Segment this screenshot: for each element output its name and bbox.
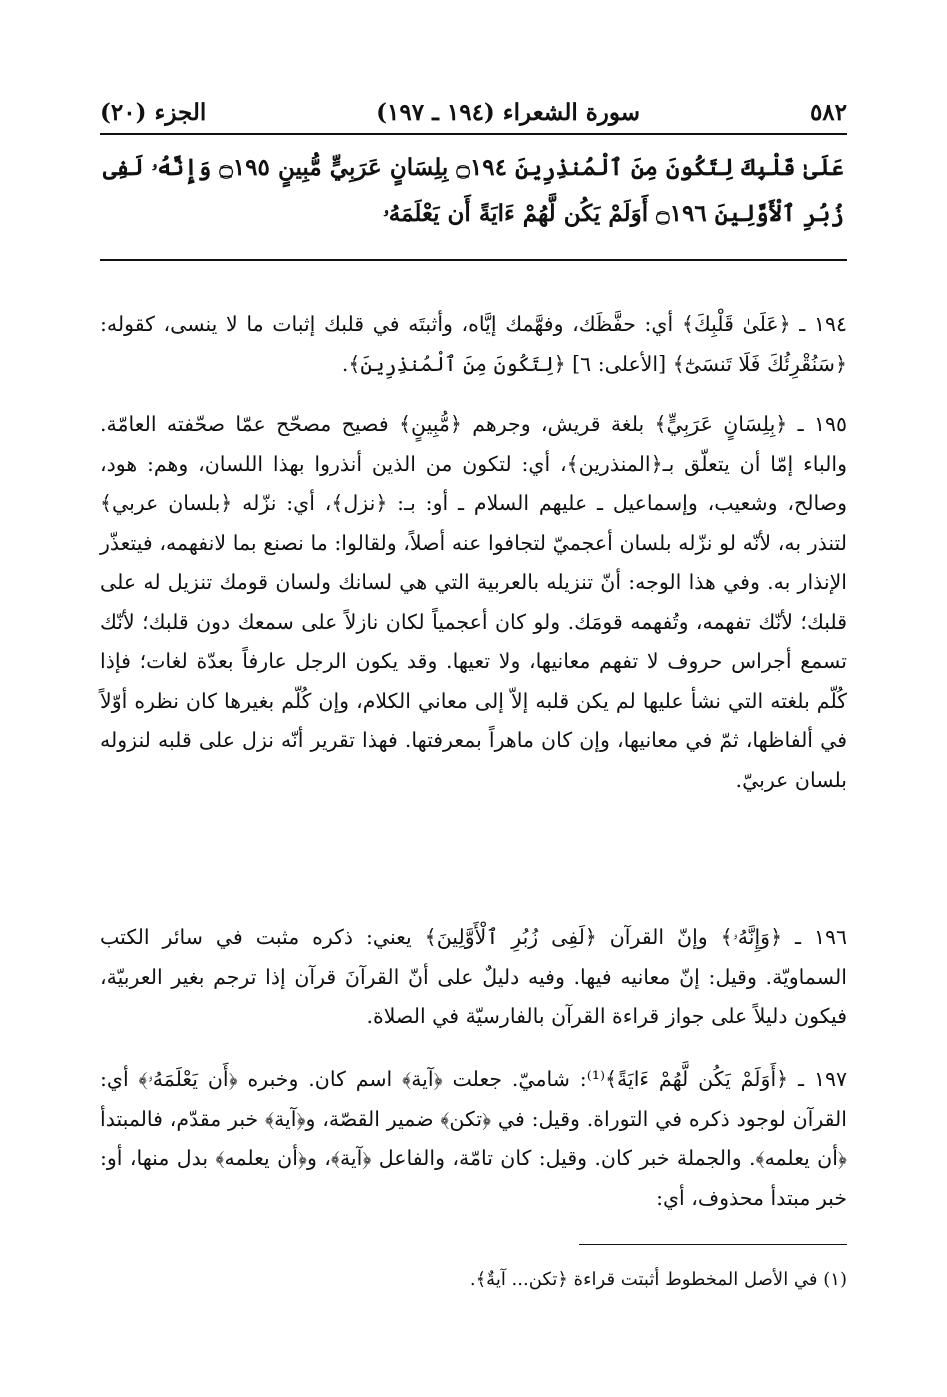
page-header	[100, 92, 847, 132]
commentary-paragraph-197: ١٩٧ ـ ﴿أَوَلَمْ يَكُن لَّهُمْ ءَايَةً﴾⁽¹⁾: شاميّ. جعلت ﴿آية﴾ اسم كان. وخبره ﴿أَن يَعْلَمَهُۥ﴾ أي: القرآن لوجود ذكره في التوراة. وقيل: في ﴿تكن﴾ ضمير القصّة، و﴿آية﴾ خبر مقدّم، فالمبتدأ ﴿أن يعلمه﴾. والجملة خبر كان. وقيل: كان تامّة، والفاعل ﴿آية﴾، و﴿أن يعلمه﴾ بدل منها، أو: خبر مبتدأ محذوف، أي:	[100, 1067, 847, 1210]
commentary-paragraph-194: ١٩٤ ـ ﴿عَلَىٰ قَلْبِكَ﴾ أي: حفَّظَك، وفهَّمك إيَّاه، وأثبتَه في قلبك إثبات ما لا ينسى، كقوله: ﴿سَنُقْرِئُكَ فَلَا تَنسَىٰٓ﴾ [الأعلى: ٦] ﴿لِتَكُونَ مِنَ ٱلْمُنذِرِينَ﴾.	[100, 312, 847, 376]
verses-rule	[100, 259, 847, 261]
footnote-marker: (١)	[823, 1269, 847, 1290]
quran-verses-box: عَلَىٰ قَلْبِكَ لِتَكُونَ مِنَ ٱلْمُنذِرِينَ ۝١٩٤ بِلِسَانٍ عَرَبِيٍّ مُّبِينٍ ۝١٩٥ وَإِنَّهُۥ لَفِى زُبُرِ ٱلْأَوَّلِينَ ۝١٩٦ أَوَلَمْ يَكُن لَّهُمْ ءَايَةً أَن يَعْلَمَهُۥ	[103, 154, 844, 227]
footnote-text: في الأصل المخطوط أثبتت قراءة ﴿تكن... آيةٌ﴾.	[469, 1269, 818, 1290]
footnote	[100, 1265, 847, 1295]
page-number: ٥٨٢	[809, 98, 847, 126]
header-rule	[100, 133, 847, 135]
commentary-paragraph-195: ١٩٥ ـ ﴿بِلِسَانٍ عَرَبِيٍّ﴾ بلغة قريش، وجرهم ﴿مُّبِينٍ﴾ فصيح مصحّح عمّا صحّفته العامّة. والباء إمّا أن يتعلّق بـ﴿المنذرين﴾، أي: لتكون من الذين أنذروا بهذا اللسان، وهم: هود، وصالح، وشعيب، وإسماعيل ـ عليهم السلام ـ أو: بـ: ﴿نزل﴾، أي: نزّله ﴿بلسان عربي﴾ لتنذر به، لأنّه لو نزّله بلسان أعجميّ لتجافوا عنه أصلاً، ولقالوا: ما نصنع بما لانفهمه، فيتعذّر الإنذار به. وفي هذا الوجه: أنّ تنزيله بالعربية التي هي لسانك ولسان قومك تنزيل له على قلبك؛ لأنّك تفهمه، وتُفهمه قومَك. ولو كان أعجمياً لكان نازلاً على سمعك دون قلبك؛ لأنّك تسمع أجراس حروف لا تفهم معانيها، ولا تعيها. وقد يكون الرجل عارفاً بعدّة لغات؛ فإذا كُلّم بلغته التي نشأ عليها لم يكن قلبه إلاّ إلى معاني الكلام، وإن كُلّم بغيرها كان نظره أوّلاً في ألفاظها، ثمّ في معانيها، وإن كان ماهراً بمعرفتها. فهذا تقرير أنّه نزل على قلبه لنزوله بلسان عربيّ.	[100, 412, 848, 792]
footnote-rule	[579, 1244, 847, 1245]
part-label: الجزء (٢٠)	[100, 98, 207, 126]
surah-title: سورة الشعراء (١٩٤ ـ ١٩٧)	[376, 98, 641, 126]
commentary-paragraph-196: ١٩٦ ـ ﴿وَإِنَّهُۥ﴾ وإنّ القرآن ﴿لَفِى زُبُرِ ٱلْأَوَّلِينَ﴾ يعني: ذكره مثبت في سائر الكتب السماويّة. وقيل: إنّ معانيه فيها. وفيه دليلٌ على أنّ القرآنَ قرآن إذا ترجم بغير العربيّة، فيكون دليلاً على جواز قراءة القرآن بالفارسيّة في الصلاة.	[100, 925, 847, 1028]
